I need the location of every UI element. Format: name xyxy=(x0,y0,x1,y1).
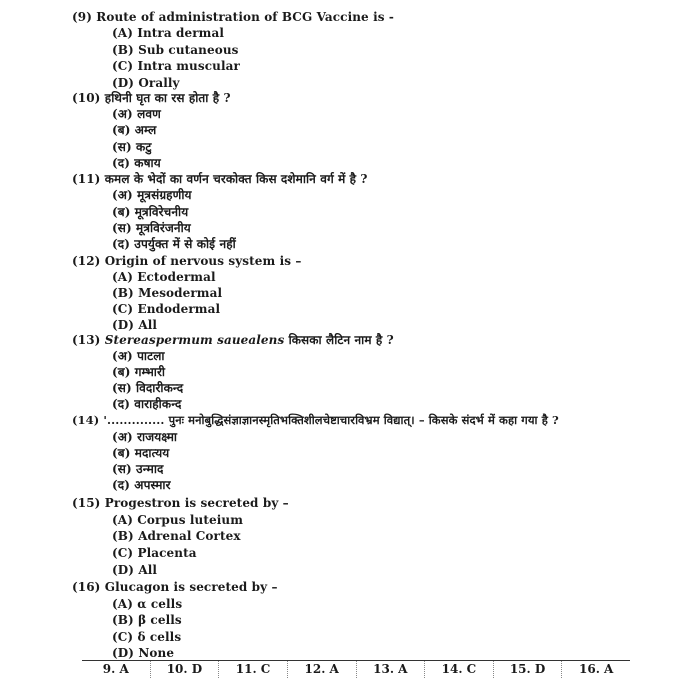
question-12-option-c: (C) Endodermal xyxy=(112,302,221,316)
question-13-option-d: (द) वाराहीकन्द xyxy=(112,397,182,411)
question-9-option-a: (A) Intra dermal xyxy=(112,26,224,40)
answer-9: 9. A xyxy=(82,661,151,678)
question-13-option-b: (ब) गम्भारी xyxy=(112,365,166,379)
question-11-stem: (11) कमल के भेदों का वर्णन चरकोक्त किस दशेमानि वर्ग में है ? xyxy=(72,172,368,186)
question-11-option-c: (स) मूत्रविरंजनीय xyxy=(112,221,191,235)
question-9-option-d: (D) Orally xyxy=(112,76,180,90)
question-13-stem xyxy=(72,332,394,348)
answer-16: 16. A xyxy=(579,662,614,676)
question-13-option-a: (अ) पाटला xyxy=(112,349,165,363)
answer-14: 14. C xyxy=(425,661,494,678)
question-10-stem: (10) हथिनी घृत का रस होता है ? xyxy=(72,91,231,105)
question-14-option-a: (अ) राजयक्ष्मा xyxy=(112,430,178,444)
question-13-stem-suffix: किसका लैटिन नाम है ? xyxy=(284,333,394,347)
question-12-option-d: (D) All xyxy=(112,318,158,332)
question-14-option-c: (स) उन्माद xyxy=(112,462,164,476)
answer-key xyxy=(82,660,630,678)
question-14-stem: (14) '.............. पुनः मनोबुद्धिसंज्ञाज्ञानस्मृतिभक्तिशीलचेष्टाचारविभ्रम विद्यात्। – किसके संदर्भ में कहा गया है ? xyxy=(72,413,559,427)
question-15-stem: (15) Progestron is secreted by – xyxy=(72,496,289,510)
question-11-option-b: (ब) मूत्रविरेचनीय xyxy=(112,205,189,219)
question-10-option-d: (द) कषाय xyxy=(112,156,161,170)
question-16-option-d: (D) None xyxy=(112,646,175,660)
answer-12: 12. A xyxy=(288,661,357,678)
question-16-option-b: (B) β cells xyxy=(112,613,182,627)
question-9-stem: (9) Route of administration of BCG Vaccine is - xyxy=(72,10,394,24)
question-10-option-b: (ब) अम्ल xyxy=(112,123,157,137)
question-16-option-a: (A) α cells xyxy=(112,597,183,611)
question-11-option-a: (अ) मूत्रसंग्रहणीय xyxy=(112,188,192,202)
question-14-option-b: (ब) मदात्यय xyxy=(112,446,170,460)
question-12-stem: (12) Origin of nervous system is – xyxy=(72,254,302,268)
answer-11: 11. C xyxy=(219,661,288,678)
answer-15: 15. D xyxy=(494,661,563,678)
question-15-option-a: (A) Corpus luteium xyxy=(112,513,244,527)
answer-13: 13. A xyxy=(357,661,426,678)
question-9-option-c: (C) Intra muscular xyxy=(112,59,240,73)
question-9-option-b: (B) Sub cutaneous xyxy=(112,43,239,57)
question-10-option-c: (स) कटु xyxy=(112,140,152,154)
question-11-option-d: (द) उपर्युक्त में से कोई नहीं xyxy=(112,237,236,251)
answer-10: 10. D xyxy=(151,661,220,678)
question-13-option-c: (स) विदारीकन्द xyxy=(112,381,184,395)
question-15-option-c: (C) Placenta xyxy=(112,546,197,560)
question-15-option-b: (B) Adrenal Cortex xyxy=(112,529,241,543)
question-14-option-d: (द) अपस्मार xyxy=(112,478,171,492)
question-16-stem: (16) Glucagon is secreted by – xyxy=(72,580,278,594)
question-13-number: (13) xyxy=(72,333,105,347)
question-15-option-d: (D) All xyxy=(112,563,158,577)
question-12-option-b: (B) Mesodermal xyxy=(112,286,223,300)
question-16-option-c: (C) δ cells xyxy=(112,630,182,644)
question-10-option-a: (अ) लवण xyxy=(112,107,161,121)
question-12-option-a: (A) Ectodermal xyxy=(112,270,216,284)
question-13-latin-name: Stereaspermum sauealens xyxy=(104,333,285,347)
